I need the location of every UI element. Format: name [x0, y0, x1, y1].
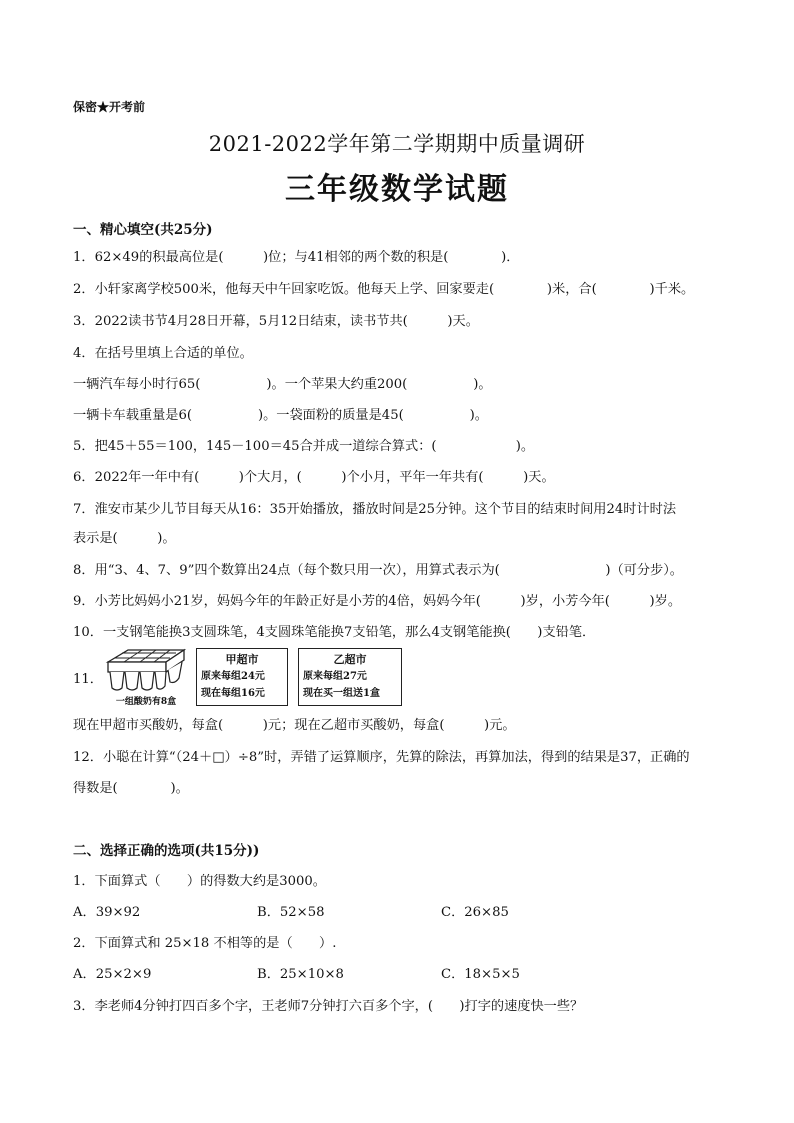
option-b: B．25×10×8	[257, 967, 344, 982]
question-line: 2．下面算式和 25×18 不相等的是（ ）.	[73, 936, 337, 951]
shop-a-card	[196, 648, 288, 706]
exam-subtitle: 三年级数学试题	[285, 172, 509, 207]
question-line: 现在甲超市买酸奶，每盒( )元；现在乙超市买酸奶，每盒( )元。	[73, 718, 516, 733]
option-c: C．26×85	[441, 905, 509, 920]
shop-a-line1: 原来每组24元	[201, 671, 265, 682]
question-line: 4．在括号里填上合适的单位。	[73, 346, 253, 361]
yogurt-caption: 一组酸奶有8盒	[115, 697, 177, 707]
confidential-label: 保密★开考前	[73, 100, 146, 114]
option-c: C．18×5×5	[441, 967, 520, 982]
question-line: 5．把45＋55＝100，145－100＝45合并成一道综合算式：( )。	[73, 439, 535, 454]
shop-b-line1: 原来每组27元	[303, 671, 367, 682]
exam-title: 2021-2022学年第二学期期中质量调研	[208, 132, 586, 156]
question-line: 一辆卡车载重量是6( )。一袋面粉的质量是45( )。	[73, 408, 488, 423]
question-line: 得数是( )。	[73, 781, 189, 796]
option-a: A．25×2×9	[73, 967, 152, 982]
question-line: 3．李老师4分钟打四百多个字，王老师7分钟打六百多个字，( )打字的速度快一些？	[73, 999, 584, 1014]
question-line: 7．淮安市某少儿节目每天从16：35开始播放，播放时间是25分钟。这个节目的结束时间用24时计时法	[73, 502, 677, 517]
question-line: 8．用“3、4、7、9”四个数算出24点（每个数只用一次），用算式表示为( )（可分步）。	[73, 563, 683, 578]
question-line: 6．2022年一年中有( )个大月，( )个小月，平年一年共有( )天。	[73, 470, 555, 485]
question-line: 一辆汽车每小时行65( )。一个苹果大约重200( )。	[73, 377, 492, 392]
section-1-heading: 一、精心填空(共25分)	[73, 222, 213, 238]
shop-a-line2: 现在每组16元	[201, 688, 265, 699]
question-line: 12．小聪在计算“（24＋□）÷8”时，弄错了运算顺序，先算的除法，再算加法，得到的结果是37，正确的	[73, 750, 690, 765]
option-a: A．39×92	[73, 905, 141, 920]
question-line: 2．小轩家离学校500米，他每天中午回家吃饭。他每天上学、回家要走( )米，合( )千米。	[73, 282, 695, 297]
question-line: 1．下面算式（ ）的得数大约是3000。	[73, 874, 326, 889]
question-line: 10．一支钢笔能换3支圆珠笔，4支圆珠笔能换7支铅笔，那么4支钢笔能换( )支铅笔．	[73, 625, 596, 640]
q11-number: 11．	[73, 672, 103, 687]
question-line: 9．小芳比妈妈小21岁，妈妈今年的年龄正好是小芳的4倍，妈妈今年( )岁，小芳今年( )岁。	[73, 594, 682, 609]
section-2-heading: 二、选择正确的选项(共15分))	[73, 843, 260, 859]
shop-a-name: 甲超市	[225, 653, 259, 666]
question-line: 3．2022读书节4月28日开幕，5月12日结束，读书节共( )天。	[73, 314, 479, 329]
shop-b-card	[298, 648, 402, 706]
question-line: 表示是( )。	[73, 531, 176, 546]
question-line: 1．62×49的积最高位是( )位；与41相邻的两个数的积是( )．	[73, 250, 520, 265]
option-b: B．52×58	[257, 905, 325, 920]
shop-b-line2: 现在买一组送1盒	[303, 688, 380, 699]
shop-b-name: 乙超市	[333, 653, 367, 666]
